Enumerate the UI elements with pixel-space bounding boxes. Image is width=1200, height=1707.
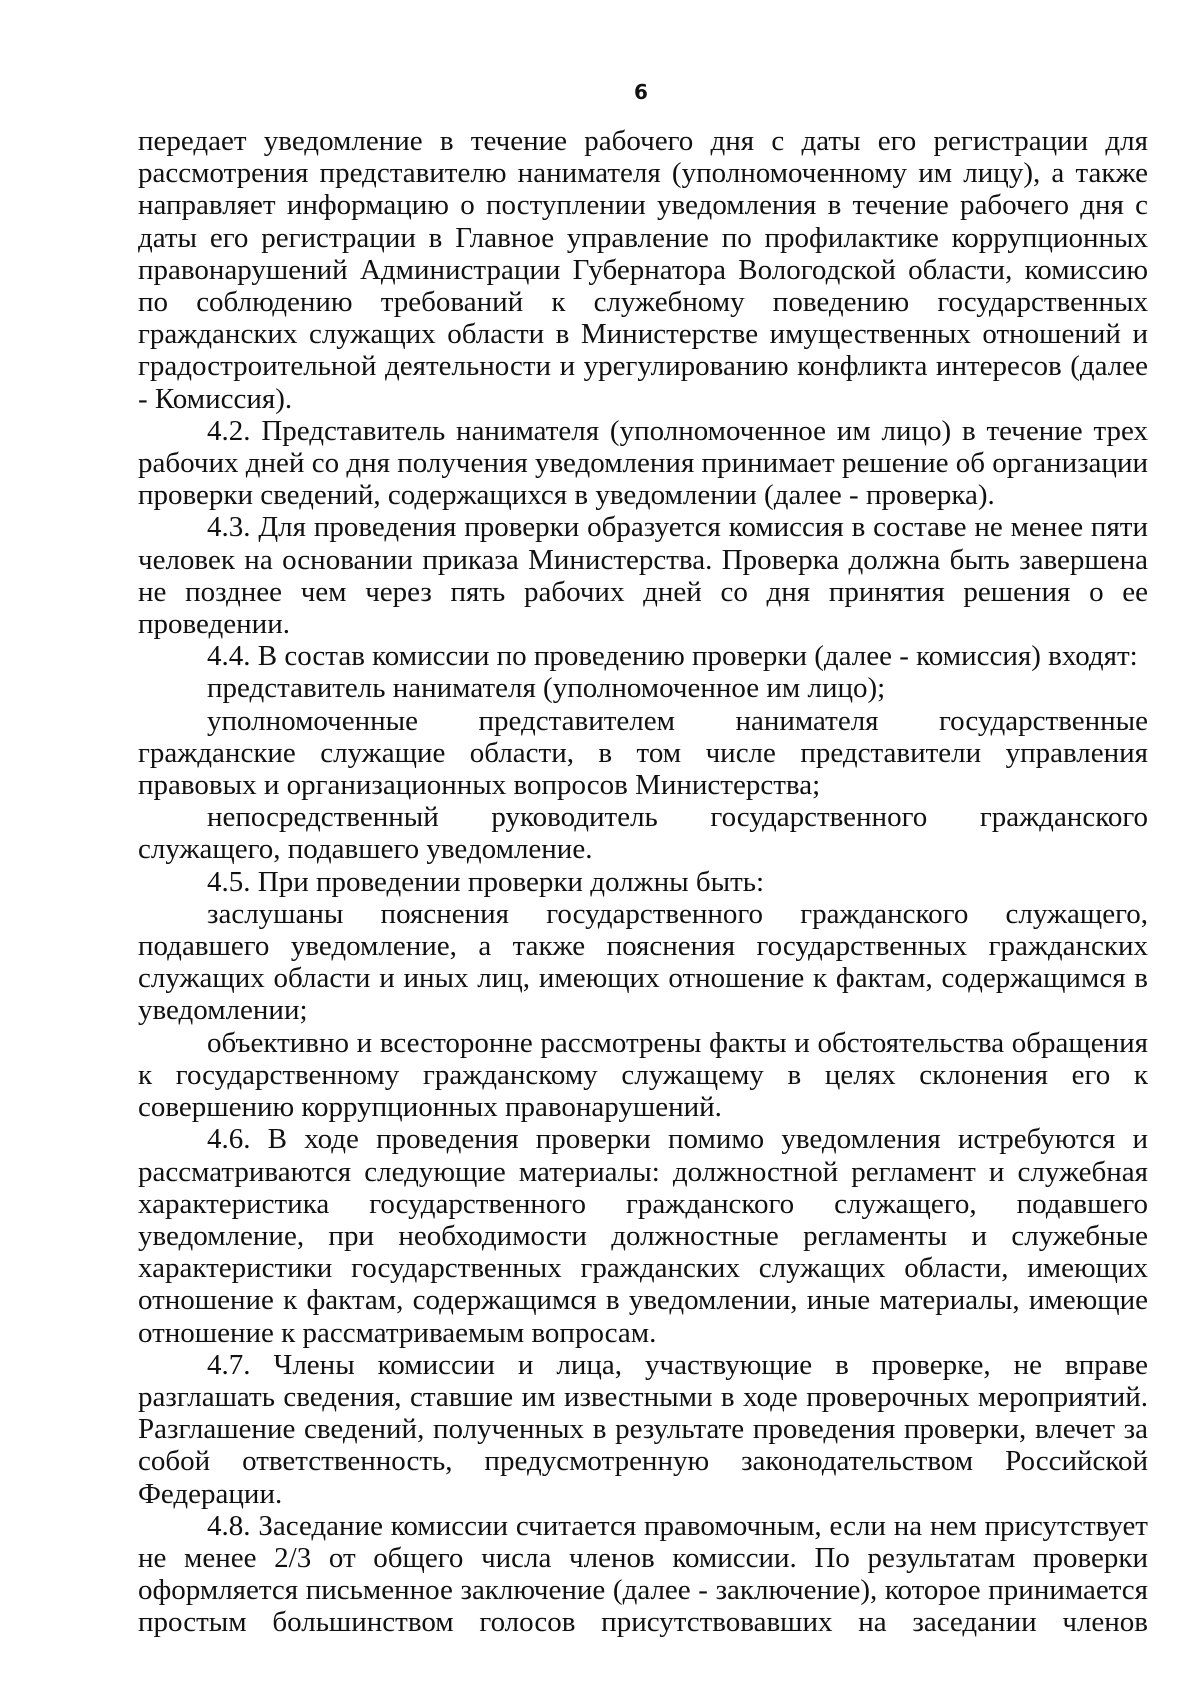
paragraph-4-3: 4.3. Для проведения проверки образуется комиссия в составе не менее пяти человек на основании приказа Министерства. Проверка должна быть завершена не позднее чем через пять рабочих дней со дня принятия решения о ее проведении. (138, 511, 1148, 641)
paragraph-4-4: 4.4. В состав комиссии по проведению проверки (далее - комиссия) входят: (207, 640, 1138, 673)
paragraph-4-4-item-3: непосредственный руководитель государственного гражданского служащего, подавшего уведомление. (138, 801, 1148, 866)
paragraph-4-4-item-2: уполномоченные представителем нанимателя государственные гражданские служащие области, в том числе представители управления правовых и организационных вопросов Министерства; (138, 704, 1148, 802)
paragraph-4-4-item-1: представитель нанимателя (уполномоченное им лицо); (207, 672, 886, 705)
paragraph-4-5-item-2: объективно и всесторонне рассмотрены факты и обстоятельства обращения к государственному гражданскому служащему в целях склонения его к совершению коррупционных правонарушений. (138, 1026, 1148, 1124)
paragraph-4-6: 4.6. В ходе проведения проверки помимо уведомления истребуются и рассматриваются следующие материалы: должностной регламент и служебная характеристика государственного гражданского служащего, подавшего уведомление, при необходимости должностные регламенты и служебные характеристики государственных гражданских служащих области, имеющих отношение к фактам, содержащимся в уведомлении, иные материалы, имеющие отношение к рассматриваемым вопросам. (138, 1123, 1148, 1349)
paragraph-4-2: 4.2. Представитель нанимателя (уполномоченное им лицо) в течение трех рабочих дней со дня получения уведомления принимает решение об организации проверки сведений, содержащихся в уведомлении (далее - проверка). (138, 414, 1148, 512)
paragraph-continuation: передает уведомление в течение рабочего дня с даты его регистрации для рассмотрения представителю нанимателя (уполномоченному им лицу), а также направляет информацию о поступлении уведомления в течение рабочего дня с даты его регистрации в Главное управление по профилактике коррупционных правонарушений Администрации Губернатора Вологодской области, комиссию по соблюдению требований к служебному поведению государственных гражданских служащих области в Министерстве имущественных отношений и градостроительной деятельности и урегулированию конфликта интересов (далее - Комиссия). (138, 125, 1148, 415)
paragraph-4-5-item-1: заслушаны пояснения государственного гражданского служащего, подавшего уведомление, а также пояснения государственных гражданских служащих области и иных лиц, имеющих отношение к фактам, содержащимся в уведомлении; (138, 897, 1148, 1027)
page-number: 6 (634, 80, 648, 104)
paragraph-4-8: 4.8. Заседание комиссии считается правомочным, если на нем присутствует не менее 2/3 от общего числа членов комиссии. По результатам проверки оформляется письменное заключение (далее - заключение), которое принимается простым большинством голосов присутствовавших на заседании членов (138, 1509, 1148, 1639)
paragraph-4-5: 4.5. При проведении проверки должны быть: (207, 865, 765, 898)
document-body (138, 125, 1148, 1639)
paragraph-4-7: 4.7. Члены комиссии и лица, участвующие в проверке, не вправе разглашать сведения, ставшие им известными в ходе проверочных мероприятий. Разглашение сведений, полученных в результате проведения проверки, влечет за собой ответственность, предусмотренную законодательством Российской Федерации. (138, 1348, 1148, 1510)
